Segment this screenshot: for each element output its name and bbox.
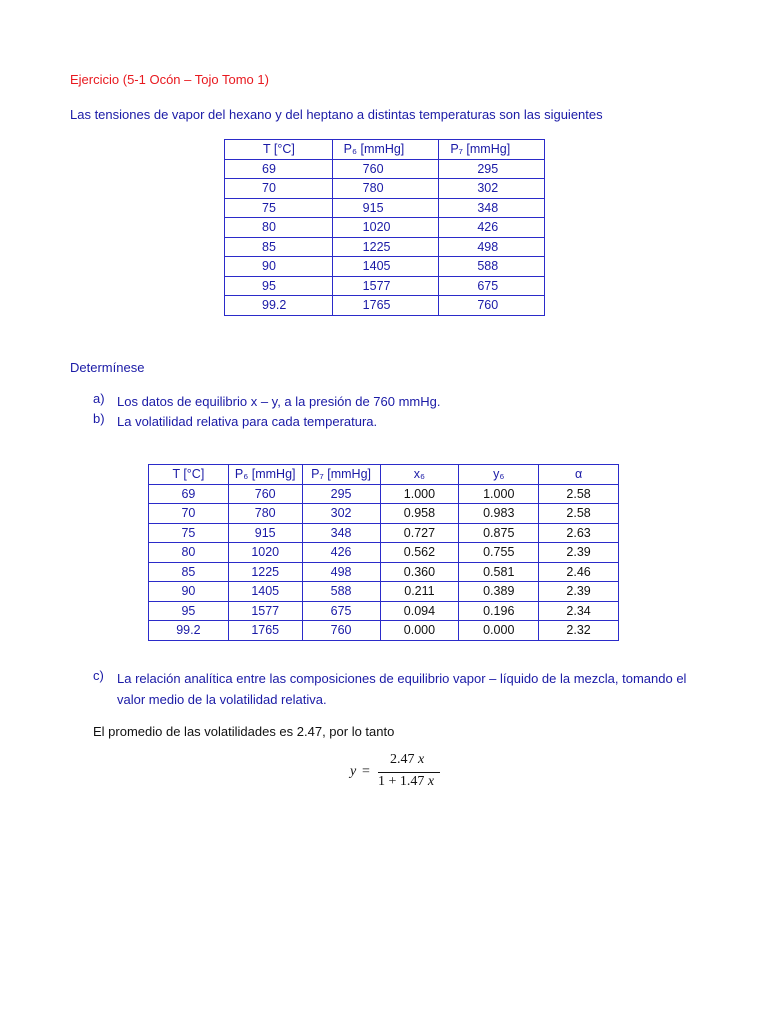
item-b-text: La volatilidad relativa para cada temperatura. bbox=[117, 414, 378, 429]
equilibrium-formula bbox=[350, 752, 440, 792]
intro-text: Las tensiones de vapor del hexano y del heptano a distintas temperaturas son las siguientes bbox=[70, 107, 603, 122]
cell-p7: 588 bbox=[439, 257, 545, 277]
cell-p6: 915 bbox=[228, 523, 302, 543]
cell-p7: 302 bbox=[302, 504, 380, 524]
fraction-bar bbox=[378, 772, 440, 773]
table-row bbox=[149, 484, 619, 504]
cell-y6: 0.581 bbox=[459, 562, 539, 582]
cell-alpha: 2.34 bbox=[539, 601, 619, 621]
cell-p7: 588 bbox=[302, 582, 380, 602]
cell-x6: 0.727 bbox=[380, 523, 459, 543]
cell-p6: 760 bbox=[228, 484, 302, 504]
cell-alpha: 2.39 bbox=[539, 582, 619, 602]
cell-p7: 295 bbox=[439, 159, 545, 179]
table-row bbox=[149, 523, 619, 543]
table-row bbox=[225, 159, 545, 179]
cell-x6: 0.958 bbox=[380, 504, 459, 524]
cell-alpha: 2.46 bbox=[539, 562, 619, 582]
table-row bbox=[225, 276, 545, 296]
table-row bbox=[225, 296, 545, 316]
denominator-value: 1 + 1.47 bbox=[378, 774, 425, 789]
cell-y6: 0.983 bbox=[459, 504, 539, 524]
cell-p7: 760 bbox=[302, 621, 380, 641]
cell-y6: 0.389 bbox=[459, 582, 539, 602]
table-row bbox=[225, 179, 545, 199]
cell-p6: 1405 bbox=[332, 257, 439, 277]
cell-p6: 1020 bbox=[228, 543, 302, 563]
cell-y6: 0.000 bbox=[459, 621, 539, 641]
header-temperature: T [°C] bbox=[225, 140, 333, 160]
cell-temperature: 95 bbox=[225, 276, 333, 296]
cell-y6: 1.000 bbox=[459, 484, 539, 504]
table-header-row bbox=[225, 140, 545, 160]
item-c-text: La relación analítica entre las composiciones de equilibrio vapor – líquido de la mezcla, tomando el valor medio de la volatilidad relativa. bbox=[117, 671, 687, 707]
formula-numerator bbox=[390, 752, 424, 768]
cell-alpha: 2.39 bbox=[539, 543, 619, 563]
cell-p7: 498 bbox=[302, 562, 380, 582]
denominator-variable: x bbox=[427, 774, 435, 789]
cell-temperature: 90 bbox=[225, 257, 333, 277]
table-row bbox=[149, 543, 619, 563]
cell-p6: 1765 bbox=[228, 621, 302, 641]
formula-lhs: y bbox=[350, 764, 357, 779]
cell-temperature: 80 bbox=[149, 543, 229, 563]
numerator-variable: x bbox=[418, 752, 425, 767]
cell-p7: 348 bbox=[302, 523, 380, 543]
determine-label: Determínese bbox=[70, 360, 145, 375]
cell-temperature: 85 bbox=[225, 237, 333, 257]
cell-y6: 0.755 bbox=[459, 543, 539, 563]
table-row bbox=[225, 218, 545, 238]
table-row bbox=[225, 237, 545, 257]
table-row bbox=[225, 198, 545, 218]
table-row bbox=[149, 621, 619, 641]
header-p7: P₇ [mmHg] bbox=[302, 465, 380, 485]
item-c-label: c) bbox=[93, 668, 104, 683]
average-statement: El promedio de las volatilidades es 2.47, por lo tanto bbox=[93, 724, 395, 739]
cell-y6: 0.875 bbox=[459, 523, 539, 543]
cell-p6: 1577 bbox=[228, 601, 302, 621]
cell-alpha: 2.63 bbox=[539, 523, 619, 543]
cell-p7: 302 bbox=[439, 179, 545, 199]
item-a-text: Los datos de equilibrio x – y, a la presión de 760 mmHg. bbox=[117, 394, 441, 409]
cell-p6: 1405 bbox=[228, 582, 302, 602]
header-temperature: T [°C] bbox=[149, 465, 229, 485]
header-p7: P₇ [mmHg] bbox=[439, 140, 545, 160]
cell-x6: 1.000 bbox=[380, 484, 459, 504]
cell-x6: 0.094 bbox=[380, 601, 459, 621]
cell-temperature: 99.2 bbox=[149, 621, 229, 641]
table-row bbox=[149, 601, 619, 621]
cell-p6: 780 bbox=[332, 179, 439, 199]
cell-p6: 1225 bbox=[228, 562, 302, 582]
cell-p7: 675 bbox=[302, 601, 380, 621]
table-row bbox=[225, 257, 545, 277]
cell-p7: 675 bbox=[439, 276, 545, 296]
cell-p7: 760 bbox=[439, 296, 545, 316]
cell-temperature: 70 bbox=[225, 179, 333, 199]
cell-y6: 0.196 bbox=[459, 601, 539, 621]
header-x6: x₆ bbox=[380, 465, 459, 485]
cell-p6: 915 bbox=[332, 198, 439, 218]
cell-alpha: 2.58 bbox=[539, 504, 619, 524]
cell-temperature: 69 bbox=[225, 159, 333, 179]
equilibrium-table bbox=[148, 464, 619, 641]
table-row bbox=[149, 504, 619, 524]
cell-temperature: 75 bbox=[149, 523, 229, 543]
table-header-row bbox=[149, 465, 619, 485]
numerator-value: 2.47 bbox=[390, 752, 415, 767]
cell-p7: 498 bbox=[439, 237, 545, 257]
item-a-label: a) bbox=[93, 391, 105, 406]
cell-p6: 760 bbox=[332, 159, 439, 179]
formula-denominator bbox=[378, 774, 434, 790]
cell-x6: 0.562 bbox=[380, 543, 459, 563]
cell-p6: 780 bbox=[228, 504, 302, 524]
cell-x6: 0.211 bbox=[380, 582, 459, 602]
cell-alpha: 2.58 bbox=[539, 484, 619, 504]
cell-temperature: 85 bbox=[149, 562, 229, 582]
cell-p6: 1577 bbox=[332, 276, 439, 296]
cell-temperature: 75 bbox=[225, 198, 333, 218]
exercise-title: Ejercicio (5-1 Ocón – Tojo Tomo 1) bbox=[70, 72, 269, 87]
cell-p6: 1225 bbox=[332, 237, 439, 257]
cell-p7: 348 bbox=[439, 198, 545, 218]
cell-temperature: 70 bbox=[149, 504, 229, 524]
cell-p7: 426 bbox=[302, 543, 380, 563]
cell-alpha: 2.32 bbox=[539, 621, 619, 641]
cell-x6: 0.360 bbox=[380, 562, 459, 582]
cell-temperature: 95 bbox=[149, 601, 229, 621]
cell-p6: 1020 bbox=[332, 218, 439, 238]
header-p6: P₆ [mmHg] bbox=[228, 465, 302, 485]
cell-p6: 1765 bbox=[332, 296, 439, 316]
cell-x6: 0.000 bbox=[380, 621, 459, 641]
header-alpha: α bbox=[539, 465, 619, 485]
cell-temperature: 90 bbox=[149, 582, 229, 602]
table-row bbox=[149, 562, 619, 582]
cell-temperature: 69 bbox=[149, 484, 229, 504]
vapor-pressure-table bbox=[224, 139, 545, 316]
cell-p7: 426 bbox=[439, 218, 545, 238]
cell-temperature: 99.2 bbox=[225, 296, 333, 316]
item-b-label: b) bbox=[93, 411, 105, 426]
cell-temperature: 80 bbox=[225, 218, 333, 238]
header-p6: P₆ [mmHg] bbox=[332, 140, 439, 160]
table-row bbox=[149, 582, 619, 602]
formula-equals: = bbox=[362, 764, 370, 779]
header-y6: y₆ bbox=[459, 465, 539, 485]
cell-p7: 295 bbox=[302, 484, 380, 504]
